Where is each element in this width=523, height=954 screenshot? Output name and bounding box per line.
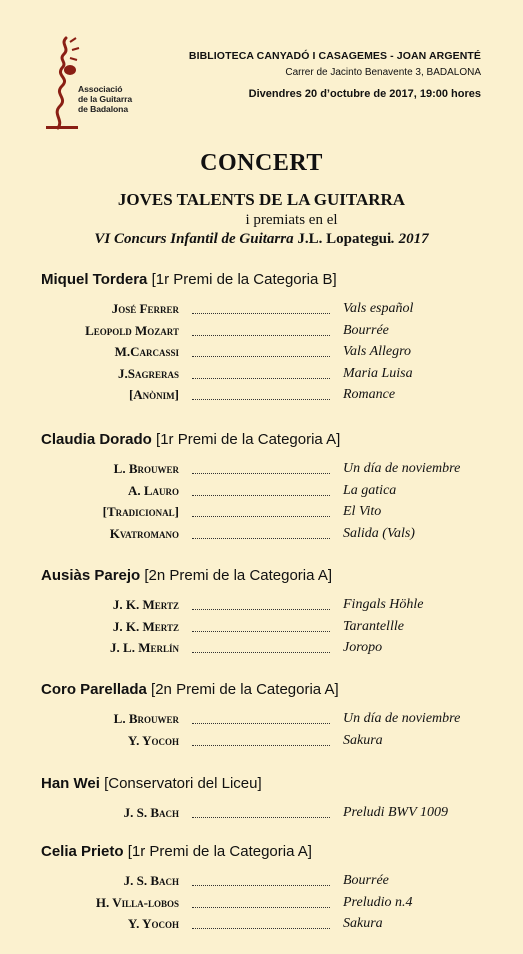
dotted-leader bbox=[192, 745, 330, 746]
work-title: La gatica bbox=[343, 482, 397, 498]
work-title: Preludio n.4 bbox=[343, 894, 413, 910]
dotted-leader bbox=[192, 928, 330, 929]
dotted-leader bbox=[192, 516, 330, 517]
composer-name: J. S. Bach bbox=[123, 873, 179, 888]
venue-address: Carrer de Jacinto Benavente 3, BADALONA bbox=[285, 67, 481, 78]
piece-row bbox=[41, 504, 491, 526]
work-title: Vals español bbox=[343, 301, 414, 316]
work-title: Salida (Vals) bbox=[343, 525, 415, 541]
dotted-leader bbox=[192, 495, 330, 496]
piece-row bbox=[41, 619, 491, 641]
work-title: Bourrée bbox=[343, 873, 389, 888]
dotted-leader bbox=[192, 356, 330, 357]
dotted-leader bbox=[192, 313, 330, 314]
work-title: Maria Luisa bbox=[343, 365, 413, 381]
dotted-leader bbox=[192, 723, 330, 724]
performer-section bbox=[41, 843, 491, 938]
piece-list bbox=[41, 873, 491, 938]
composer-name: A. Lauro bbox=[127, 482, 179, 498]
piece-row bbox=[41, 461, 491, 483]
dotted-leader bbox=[192, 631, 330, 632]
dotted-leader bbox=[192, 473, 330, 474]
performer-award: [2n Premi de la Categoria A] bbox=[144, 567, 332, 584]
composer-name: Kvatromano bbox=[109, 525, 179, 541]
performer-award: [Conservatori del Liceu] bbox=[104, 775, 262, 792]
composer-name: J. L. Merlín bbox=[110, 640, 179, 655]
composer-name: Y. Yocoh bbox=[127, 916, 179, 931]
piece-row bbox=[41, 873, 491, 895]
work-title: El Vito bbox=[343, 504, 382, 519]
dotted-leader bbox=[192, 609, 330, 610]
piece-row bbox=[41, 526, 491, 548]
work-title: Un día de noviembre bbox=[343, 461, 461, 476]
contest-line bbox=[0, 231, 523, 248]
venue-info bbox=[189, 50, 481, 100]
piece-row bbox=[41, 711, 491, 733]
composer-name: J. K. Mertz bbox=[112, 618, 179, 634]
composer-name: J. K. Mertz bbox=[112, 597, 179, 612]
piece-row bbox=[41, 323, 491, 345]
piece-row bbox=[41, 916, 491, 938]
dotted-leader bbox=[192, 652, 330, 653]
concert-date: Divendres 20 d’octubre de 2017, 19:00 hores bbox=[248, 88, 481, 100]
piece-row bbox=[41, 805, 491, 827]
work-title: Preludi BWV 1009 bbox=[343, 805, 448, 820]
dotted-leader bbox=[192, 399, 330, 400]
work-title: Joropo bbox=[343, 640, 383, 655]
composer-name: José Ferrer bbox=[111, 301, 179, 316]
dotted-leader bbox=[192, 907, 330, 908]
work-title: Vals Allegro bbox=[343, 344, 412, 359]
work-title: Un día de noviembre bbox=[343, 711, 461, 726]
piece-row bbox=[41, 387, 491, 409]
composer-name: [Tradicional] bbox=[102, 504, 179, 519]
composer-name: J. S. Bach bbox=[123, 805, 179, 820]
performer-name: Coro Parellada bbox=[41, 681, 147, 698]
composer-name: L. Brouwer bbox=[113, 461, 179, 476]
performer-heading bbox=[41, 775, 491, 793]
contest-name: J.L. Lopategui bbox=[297, 231, 392, 247]
performer-award: [1r Premi de la Categoria B] bbox=[151, 271, 337, 288]
performer-name: Miquel Tordera bbox=[41, 271, 148, 288]
piece-list bbox=[41, 597, 491, 662]
performer-name: Han Wei bbox=[41, 775, 100, 792]
contest-year: . 2017 bbox=[391, 231, 429, 247]
piece-row bbox=[41, 366, 491, 388]
performer-award: [1r Premi de la Categoria A] bbox=[127, 843, 312, 860]
composer-name: H. Villa-lobos bbox=[95, 894, 179, 910]
composer-name: Leopold Mozart bbox=[85, 322, 179, 338]
concert-title: CONCERT bbox=[200, 150, 323, 176]
work-title: Fingals Höhle bbox=[343, 597, 424, 612]
work-title: Bourrée bbox=[343, 322, 389, 338]
performer-award: [1r Premi de la Categoria A] bbox=[156, 431, 341, 448]
performer-name: Claudia Dorado bbox=[41, 431, 152, 448]
composer-name: J.Sagreras bbox=[118, 365, 179, 381]
performer-section bbox=[41, 431, 491, 547]
logo-line-2: de la Guitarra bbox=[78, 94, 133, 104]
contest-italic: VI Concurs Infantil de Guitarra bbox=[94, 231, 298, 247]
piece-row bbox=[41, 301, 491, 323]
piece-row bbox=[41, 640, 491, 662]
performer-section bbox=[41, 271, 491, 409]
performer-section bbox=[41, 567, 491, 662]
performer-name: Celia Prieto bbox=[41, 843, 124, 860]
piece-row bbox=[41, 597, 491, 619]
piece-row bbox=[41, 733, 491, 755]
work-title: Tarantellle bbox=[343, 618, 404, 634]
concert-subtitle: JOVES TALENTS DE LA GUITARRA bbox=[117, 190, 406, 209]
dotted-leader bbox=[192, 817, 330, 818]
work-title: Sakura bbox=[343, 916, 383, 931]
piece-row bbox=[41, 344, 491, 366]
concert-intro-line: i premiats en el bbox=[245, 212, 338, 228]
performer-heading bbox=[41, 431, 491, 449]
work-title: Sakura bbox=[343, 732, 383, 748]
dotted-leader bbox=[192, 538, 330, 539]
piece-list bbox=[41, 461, 491, 547]
logo-text bbox=[78, 84, 132, 114]
piece-list bbox=[41, 711, 491, 754]
logo-line-1: Associació bbox=[78, 84, 123, 94]
performer-heading bbox=[41, 681, 491, 699]
performer-section bbox=[41, 775, 491, 827]
piece-list bbox=[41, 301, 491, 409]
performer-heading bbox=[41, 567, 491, 585]
piece-list bbox=[41, 805, 491, 827]
performer-award: [2n Premi de la Categoria A] bbox=[151, 681, 339, 698]
performer-heading bbox=[41, 271, 491, 289]
logo-line-3: de Badalona bbox=[78, 104, 128, 114]
performer-heading bbox=[41, 843, 491, 861]
composer-name: M.Carcassi bbox=[114, 344, 179, 359]
composer-name: L. Brouwer bbox=[113, 711, 179, 726]
dotted-leader bbox=[192, 885, 330, 886]
composer-name: [Anònim] bbox=[128, 387, 179, 402]
piece-row bbox=[41, 895, 491, 917]
piece-row bbox=[41, 483, 491, 505]
association-logo bbox=[40, 36, 160, 136]
work-title: Romance bbox=[343, 387, 396, 402]
dotted-leader bbox=[192, 378, 330, 379]
dotted-leader bbox=[192, 335, 330, 336]
composer-name: Y. Yocoh bbox=[127, 732, 179, 748]
performer-name: Ausiàs Parejo bbox=[41, 567, 141, 584]
venue-name: BIBLIOTECA CANYADÓ I CASAGEMES - JOAN ARGENTÉ bbox=[188, 50, 481, 62]
performer-section bbox=[41, 681, 491, 754]
